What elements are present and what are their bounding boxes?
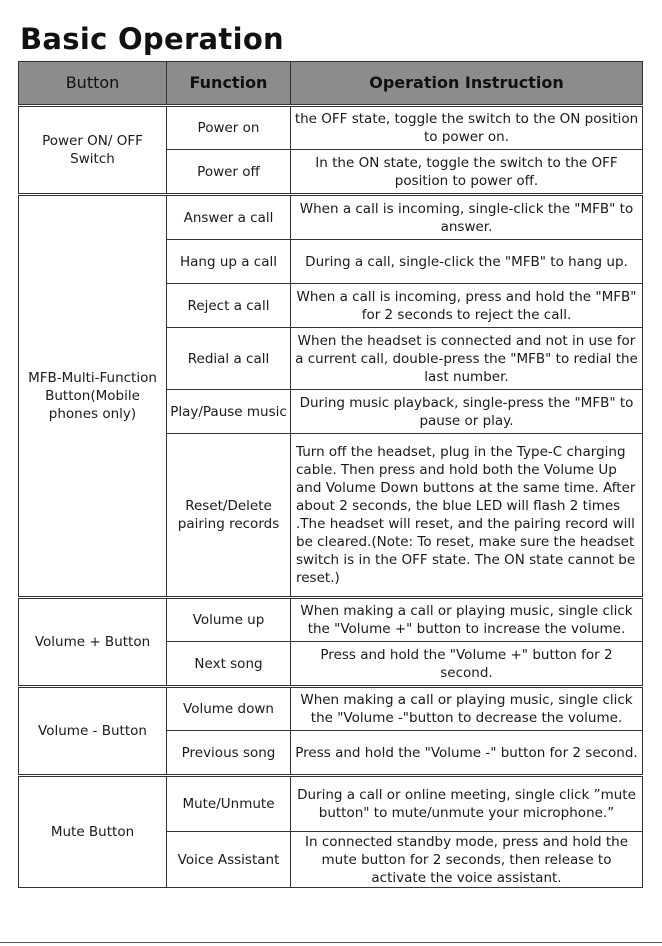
instruction-cell: the OFF state, toggle the switch to the ON position to power on. — [291, 107, 643, 150]
function-cell: Next song — [167, 642, 291, 686]
function-cell: Volume down — [167, 688, 291, 731]
table-row — [19, 688, 643, 731]
header-function: Function — [167, 62, 291, 105]
header-row — [19, 62, 643, 105]
instruction-cell: During a call or online meeting, single click ”mute button" to mute/unmute your microphone.” — [291, 777, 643, 832]
header-instruction: Operation Instruction — [291, 62, 643, 105]
function-cell: Play/Pause music — [167, 390, 291, 434]
instruction-cell: In the ON state, toggle the switch to the OFF position to power off. — [291, 150, 643, 194]
page-title: Basic Operation — [20, 22, 284, 56]
instruction-cell: During a call, single-click the "MFB" to hang up. — [291, 240, 643, 284]
function-cell: Reset/Delete pairing records — [167, 434, 291, 597]
instruction-cell: When making a call or playing music, single click the "Volume -"button to decrease the volume. — [291, 688, 643, 731]
button-cell-volume-down: Volume - Button — [19, 688, 167, 775]
instruction-cell: When a call is incoming, single-click the "MFB" to answer. — [291, 196, 643, 240]
header-button: Button — [19, 62, 167, 105]
function-cell: Redial a call — [167, 328, 291, 390]
page-bottom-divider — [0, 942, 662, 943]
function-cell: Previous song — [167, 731, 291, 775]
function-cell: Answer a call — [167, 196, 291, 240]
function-cell: Mute/Unmute — [167, 777, 291, 832]
function-cell: Volume up — [167, 599, 291, 642]
table-row — [19, 107, 643, 150]
button-cell-mute: Mute Button — [19, 777, 167, 888]
instruction-cell: In connected standby mode, press and hold the mute button for 2 seconds, then release to activate the voice assistant. — [291, 832, 643, 888]
table-row — [19, 196, 643, 240]
function-cell: Voice Assistant — [167, 832, 291, 888]
instruction-cell: Press and hold the "Volume +" button for 2 second. — [291, 642, 643, 686]
function-cell: Hang up a call — [167, 240, 291, 284]
function-cell: Reject a call — [167, 284, 291, 328]
button-cell-volume-up: Volume + Button — [19, 599, 167, 686]
button-cell-power: Power ON/ OFF Switch — [19, 107, 167, 194]
instruction-cell: Turn off the headset, plug in the Type-C charging cable. Then press and hold both the Volume Up and Volume Down buttons at the same time. After about 2 seconds, the blue LED will flash 2 times .The headset will reset, and the pairing record will be cleared.(Note: To reset, make sure the headset switch is in the OFF state. The ON state cannot be reset.) — [291, 434, 643, 597]
operation-table — [18, 61, 643, 888]
button-cell-mfb: MFB-Multi-Function Button(Mobile phones only) — [19, 196, 167, 597]
table-row — [19, 599, 643, 642]
instruction-cell: When making a call or playing music, single click the "Volume +" button to increase the volume. — [291, 599, 643, 642]
instruction-cell: During music playback, single-press the "MFB" to pause or play. — [291, 390, 643, 434]
instruction-cell: When a call is incoming, press and hold the "MFB" for 2 seconds to reject the call. — [291, 284, 643, 328]
instruction-cell: When the headset is connected and not in use for a current call, double-press the "MFB" to redial the last number. — [291, 328, 643, 390]
table-row — [19, 777, 643, 832]
instruction-cell: Press and hold the "Volume -" button for 2 second. — [291, 731, 643, 775]
function-cell: Power off — [167, 150, 291, 194]
function-cell: Power on — [167, 107, 291, 150]
